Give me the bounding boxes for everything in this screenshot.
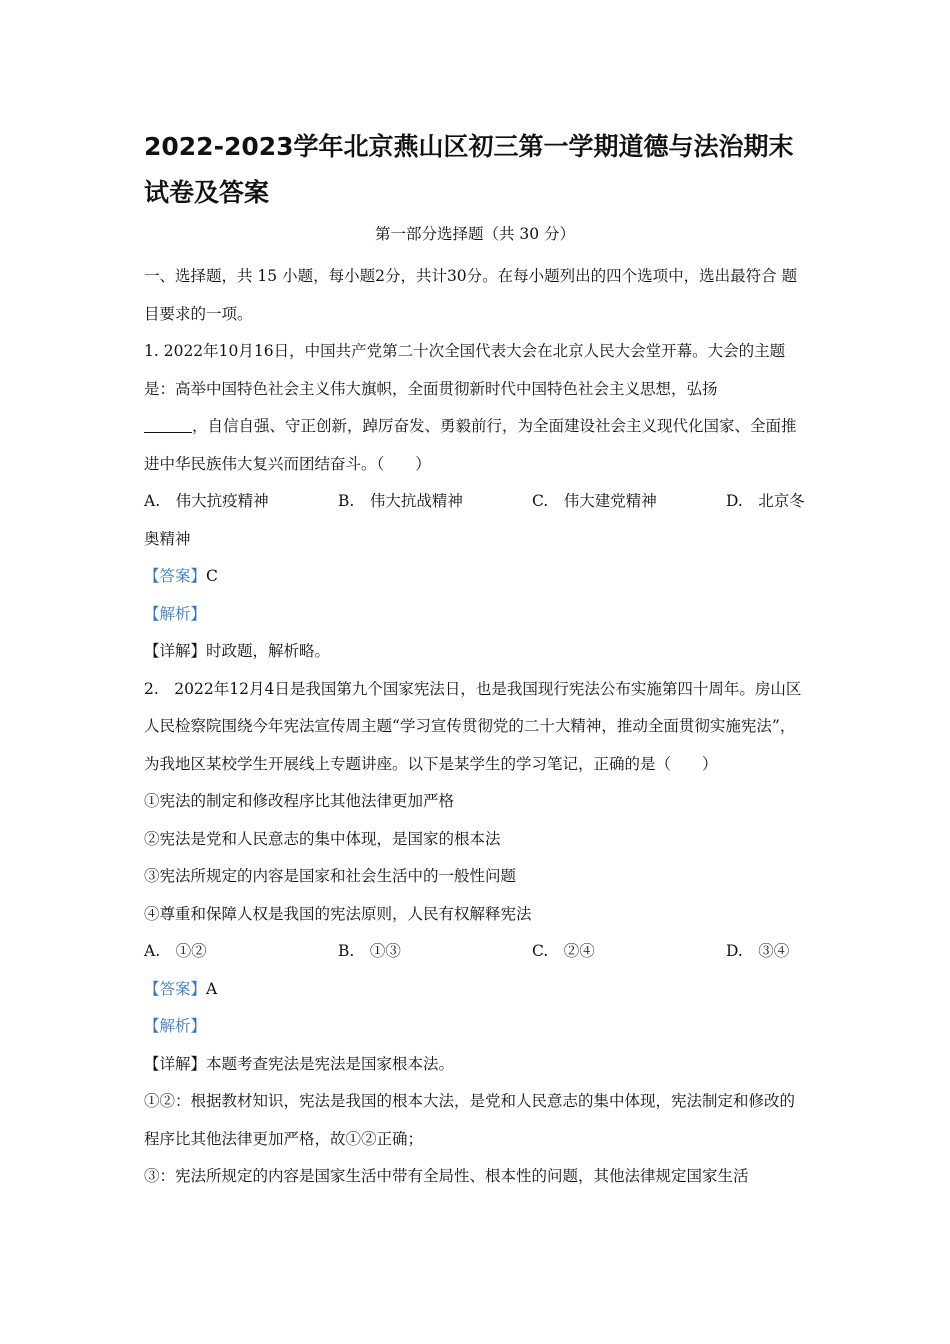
- q1-answer: [144, 558, 809, 596]
- question-1-options: [144, 483, 809, 521]
- document-body: [144, 258, 809, 1196]
- answer-value: A: [206, 979, 218, 998]
- q1-stem-part2: ，自信自强、守正创新，踔厉奋发、勇毅前行，为全面建设社会主义现代化国家、全面推进中华民族伟大复兴而团结奋斗。（ ）: [144, 417, 797, 473]
- q2-statement-1: ①宪法的制定和修改程序比其他法律更加严格: [144, 792, 455, 810]
- q2-statement-4: ④尊重和保障人权是我国的宪法原则，人民有权解释宪法: [144, 904, 532, 923]
- instruction: 一、选择题，共 15 小题，每小题2分，共计30分。在每小题列出的四个选项中，选出最符合 题目要求的一项。: [144, 267, 798, 323]
- q2-explanation-1: ①②：根据教材知识，宪法是我国的根本大法，是党和人民意志的集中体现，宪法制定和修改的程序比其他法律更加严格，故①②正确；: [144, 1092, 796, 1148]
- q1-stem-part1: 1. 2022年10月16日，中国共产党第二十次全国代表大会在北京人民大会堂开幕。大会的主题是：高举中国特色社会主义伟大旗帜，全面贯彻新时代中国特色社会主义思想，弘扬: [144, 342, 786, 398]
- detail-text: 本题考查宪法是宪法是国家根本法。: [206, 1054, 455, 1073]
- question-1-stem: [144, 333, 809, 483]
- q2-answer: [144, 971, 809, 1009]
- question-2-options: [144, 933, 809, 971]
- section-title: 第一部分选择题（共 30 分）: [374, 225, 576, 243]
- q2-explanation-2: ③：宪法所规定的内容是国家生活中带有全局性、根本性的问题，其他法律规定国家生活: [144, 1167, 749, 1185]
- q1-detail: [144, 633, 809, 671]
- answer-label: 【答案】: [144, 979, 207, 998]
- document-title: 2022-2023学年北京燕山区初三第一学期道德与法治期末试卷及答案: [144, 132, 794, 207]
- answer-blank: [144, 414, 192, 433]
- q1-option-d: D. 北京冬: [726, 492, 805, 510]
- q2-detail: [144, 1046, 809, 1084]
- q2-option-a: A. ①②: [144, 942, 207, 960]
- detail-label: 【详解】: [144, 642, 207, 660]
- detail-label: 【详解】: [144, 1054, 207, 1073]
- answer-label: 【答案】: [144, 567, 207, 585]
- q2-analysis: [144, 1008, 809, 1046]
- q2-option-c: C. ②④: [532, 942, 595, 960]
- q2-option-b: B. ①③: [338, 942, 401, 960]
- detail-text: 时政题，解析略。: [206, 642, 331, 660]
- q2-statement-3: ③宪法所规定的内容是国家和社会生活中的一般性问题: [144, 867, 517, 885]
- q1-analysis: [144, 596, 809, 634]
- q1-option-b: B. 伟大抗战精神: [338, 492, 463, 510]
- answer-value: C: [206, 567, 218, 585]
- q2-statement-2: ②宪法是党和人民意志的集中体现，是国家的根本法: [144, 829, 501, 848]
- q1-option-d-continued: 奥精神: [144, 529, 191, 548]
- q1-option-c: C. 伟大建党精神: [532, 492, 657, 510]
- q1-option-a: A. 伟大抗疫精神: [144, 492, 269, 510]
- q2-option-d: D. ③④: [726, 942, 790, 960]
- question-2-stem: 2. 2022年12月4日是我国第九个国家宪法日，也是我国现行宪法公布实施第四十周年。房山区人民检察院围绕今年宪法宣传周主题“学习宣传贯彻党的二十大精神，推动全面贯彻实施宪法”，为我地区某校学生开展线上专题讲座。以下是某学生的学习笔记，正确的是（ ）: [144, 679, 802, 773]
- analysis-label: 【解析】: [144, 604, 207, 623]
- analysis-label: 【解析】: [144, 1017, 207, 1035]
